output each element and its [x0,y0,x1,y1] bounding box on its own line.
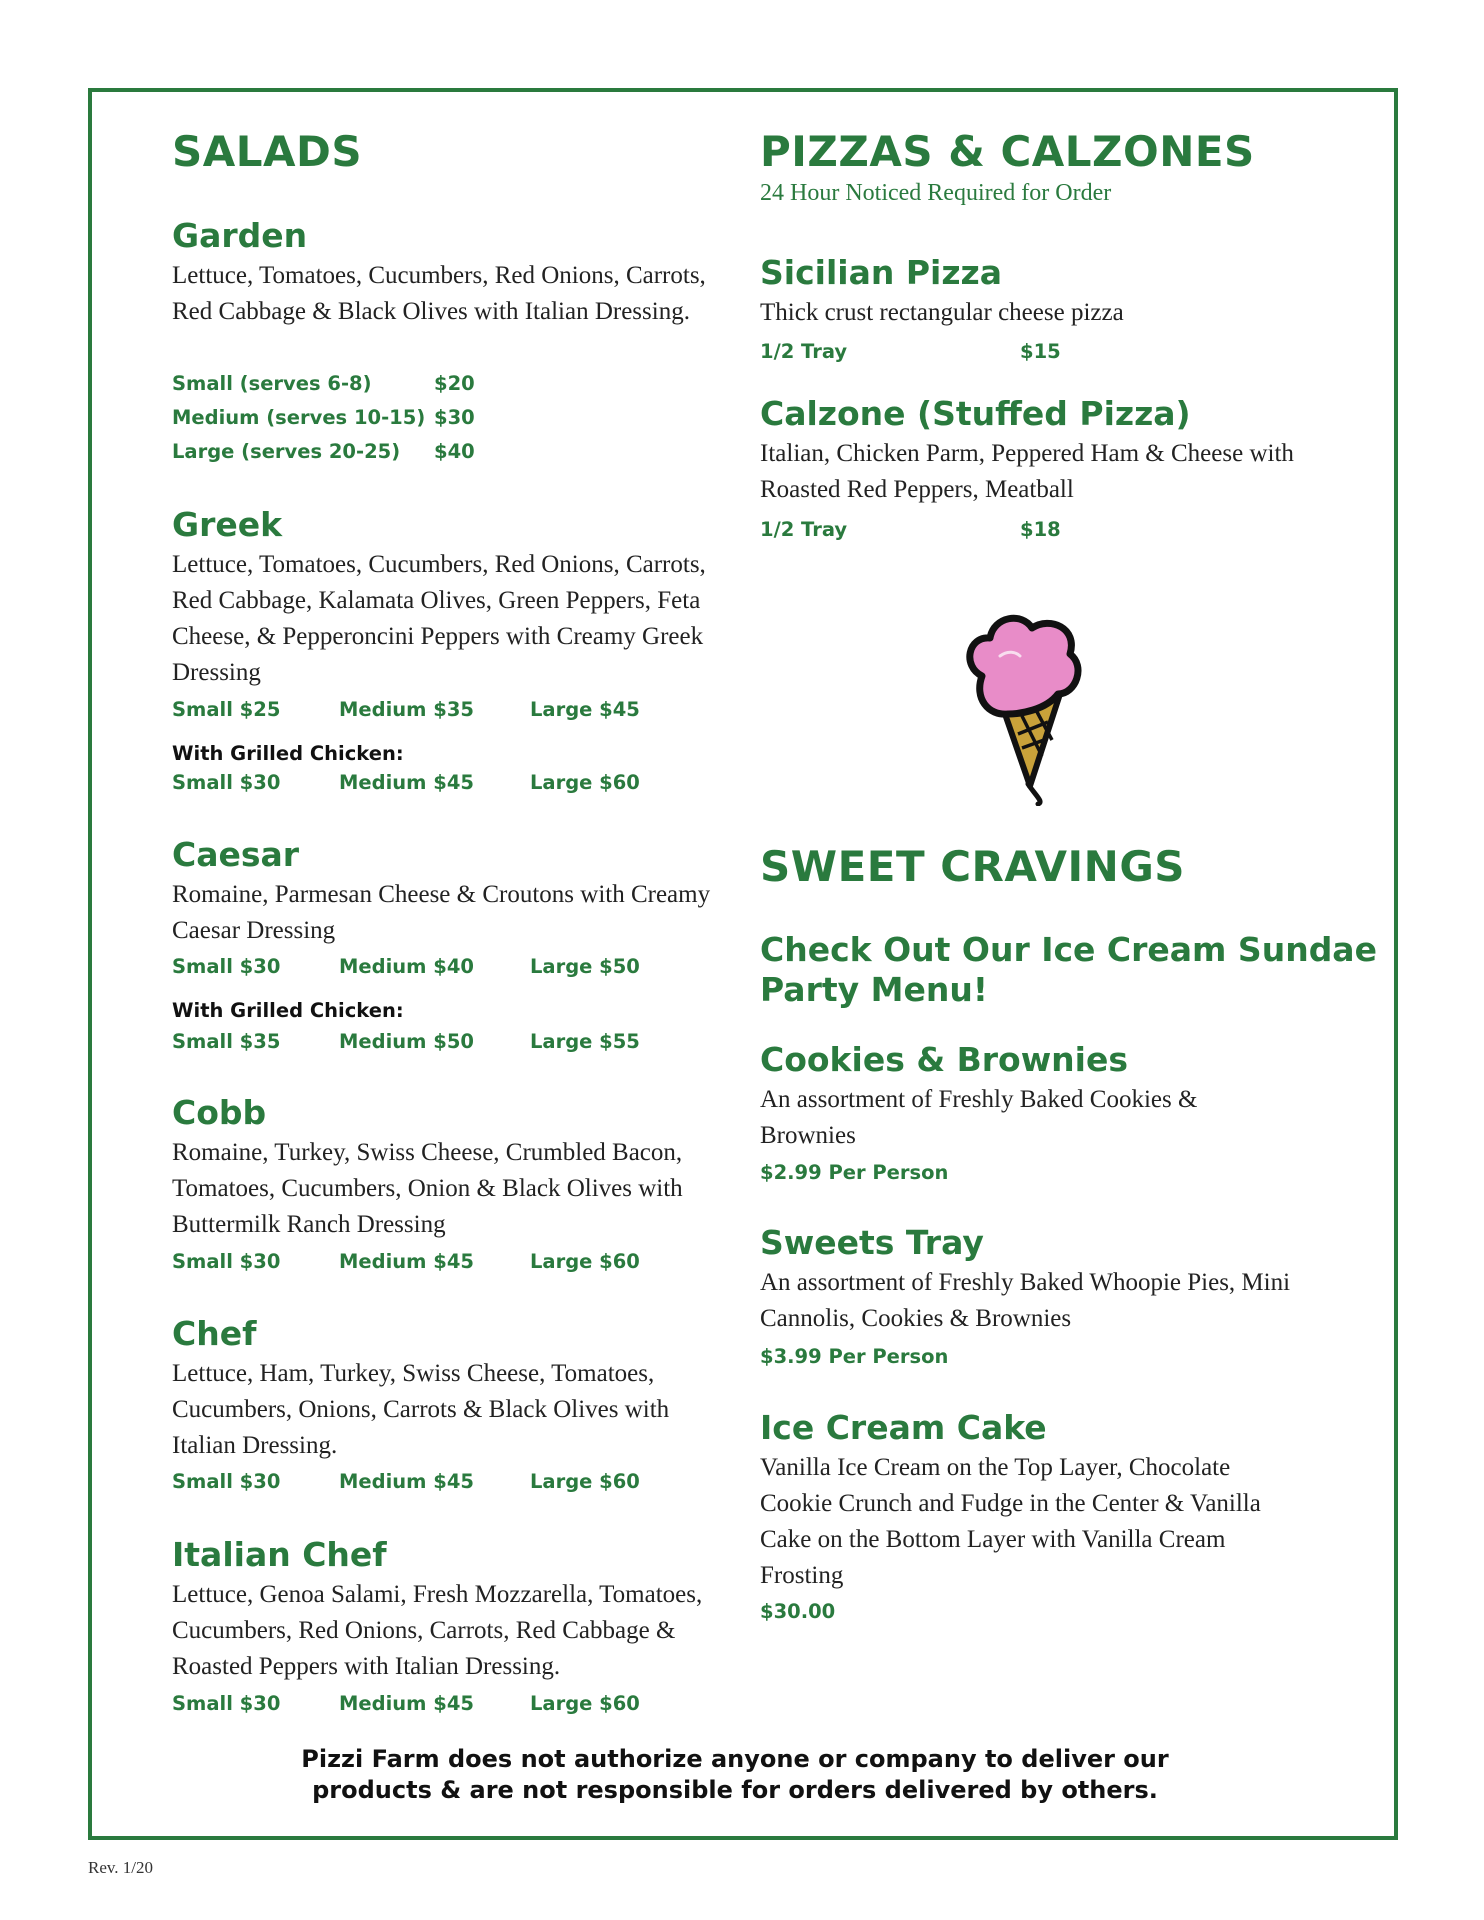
chef-large: Large $60 [530,1470,640,1493]
chef-medium: Medium $45 [339,1470,474,1493]
pizzas-title: PIZZAS & CALZONES [760,127,1255,176]
caesar-large: Large $50 [530,955,640,978]
pizzas-order-note: 24 Hour Noticed Required for Order [760,180,1112,206]
cookies-price: $2.99 Per Person [760,1161,949,1184]
garden-large-price: $40 [434,440,475,463]
sicilian-description: Thick crust rectangular cheese pizza [760,299,1124,326]
caesar-chicken-medium: Medium $50 [339,1030,474,1053]
sundae-line-2: Party Menu! [760,970,988,1009]
delivery-disclaimer [200,1744,1270,1806]
greek-chicken-medium: Medium $45 [339,771,474,794]
salads-title: SALADS [172,127,363,176]
cobb-medium: Medium $45 [339,1250,474,1273]
garden-description: Lettuce, Tomatoes, Cucumbers, Red Onions, Carrots, Red Cabbage & Black Olives with Italian Dressing. [172,262,706,325]
sundae-line-1: Check Out Our Ice Cream Sundae [760,930,1377,969]
calzone-title: Calzone (Stuffed Pizza) [760,394,1191,433]
cobb-small: Small $30 [172,1250,281,1273]
calzone-size: 1/2 Tray [760,518,848,541]
chef-description: Lettuce, Ham, Turkey, Swiss Cheese, Tomatoes, Cucumbers, Onions, Carrots & Black Olives with Italian Dressing. [172,1360,670,1459]
chef-small: Small $30 [172,1470,281,1493]
disclaimer-line-2: products & are not responsible for orders delivered by others. [312,1776,1158,1804]
garden-medium-label: Medium (serves 10-15) [172,406,426,429]
garden-small-price: $20 [434,372,475,395]
italian-chef-description: Lettuce, Genoa Salami, Fresh Mozzarella, Tomatoes, Cucumbers, Red Onions, Carrots, Red Cabbage & Roasted Peppers with Italian Dressing. [172,1581,703,1680]
disclaimer-line-1: Pizzi Farm does not authorize anyone or company to deliver our [301,1745,1169,1773]
caesar-chicken-large: Large $55 [530,1030,640,1053]
garden-large-label: Large (serves 20-25) [172,440,401,463]
greek-medium: Medium $35 [339,698,474,721]
greek-large: Large $45 [530,698,640,721]
greek-chicken-small: Small $30 [172,771,281,794]
sicilian-price: $15 [1020,340,1061,363]
greek-title: Greek [172,505,283,544]
chef-title: Chef [172,1314,257,1353]
sicilian-title: Sicilian Pizza [760,253,1003,292]
ice-cream-cone-icon [960,606,1090,806]
garden-small-label: Small (serves 6-8) [172,372,372,395]
calzone-price: $18 [1020,518,1061,541]
greek-chicken-large: Large $60 [530,771,640,794]
italian-chef-medium: Medium $45 [339,1692,474,1715]
italian-chef-large: Large $60 [530,1692,640,1715]
cookies-title: Cookies & Brownies [760,1040,1129,1079]
cobb-large: Large $60 [530,1250,640,1273]
sweets-tray-price: $3.99 Per Person [760,1345,949,1368]
garden-title: Garden [172,216,308,255]
caesar-title: Caesar [172,835,300,874]
caesar-small: Small $30 [172,955,281,978]
greek-chicken-label: With Grilled Chicken: [172,742,404,765]
greek-small: Small $25 [172,698,281,721]
garden-medium-price: $30 [434,406,475,429]
cookies-description: An assortment of Freshly Baked Cookies & Brownies [760,1086,1198,1149]
italian-chef-small: Small $30 [172,1692,281,1715]
sweets-title: SWEET CRAVINGS [760,842,1186,891]
italian-chef-title: Italian Chef [172,1535,387,1574]
sweets-tray-description: An assortment of Freshly Baked Whoopie Pies, Mini Cannolis, Cookies & Brownies [760,1269,1291,1332]
revision-label: Rev. 1/20 [88,1858,154,1877]
ice-cream-cake-title: Ice Cream Cake [760,1408,1047,1447]
ice-cream-cake-description: Vanilla Ice Cream on the Top Layer, Chocolate Cookie Crunch and Fudge in the Center & Vanilla Cake on the Bottom Layer with Vanilla Cream Frosting [760,1454,1261,1589]
calzone-description: Italian, Chicken Parm, Peppered Ham & Cheese with Roasted Red Peppers, Meatball [760,440,1294,503]
ice-cream-cake-price: $30.00 [760,1600,836,1623]
cobb-title: Cobb [172,1093,267,1132]
caesar-description: Romaine, Parmesan Cheese & Croutons with Creamy Caesar Dressing [172,881,711,944]
greek-description: Lettuce, Tomatoes, Cucumbers, Red Onions, Carrots, Red Cabbage, Kalamata Olives, Green Peppers, Feta Cheese, & Pepperoncini Peppers with Creamy Greek Dressing [172,551,706,686]
caesar-chicken-small: Small $35 [172,1030,281,1053]
sweets-tray-title: Sweets Tray [760,1223,984,1262]
caesar-chicken-label: With Grilled Chicken: [172,999,404,1022]
cobb-description: Romaine, Turkey, Swiss Cheese, Crumbled Bacon, Tomatoes, Cucumbers, Onion & Black Olives with Buttermilk Ranch Dressing [172,1139,683,1238]
caesar-medium: Medium $40 [339,955,474,978]
sicilian-size: 1/2 Tray [760,340,848,363]
